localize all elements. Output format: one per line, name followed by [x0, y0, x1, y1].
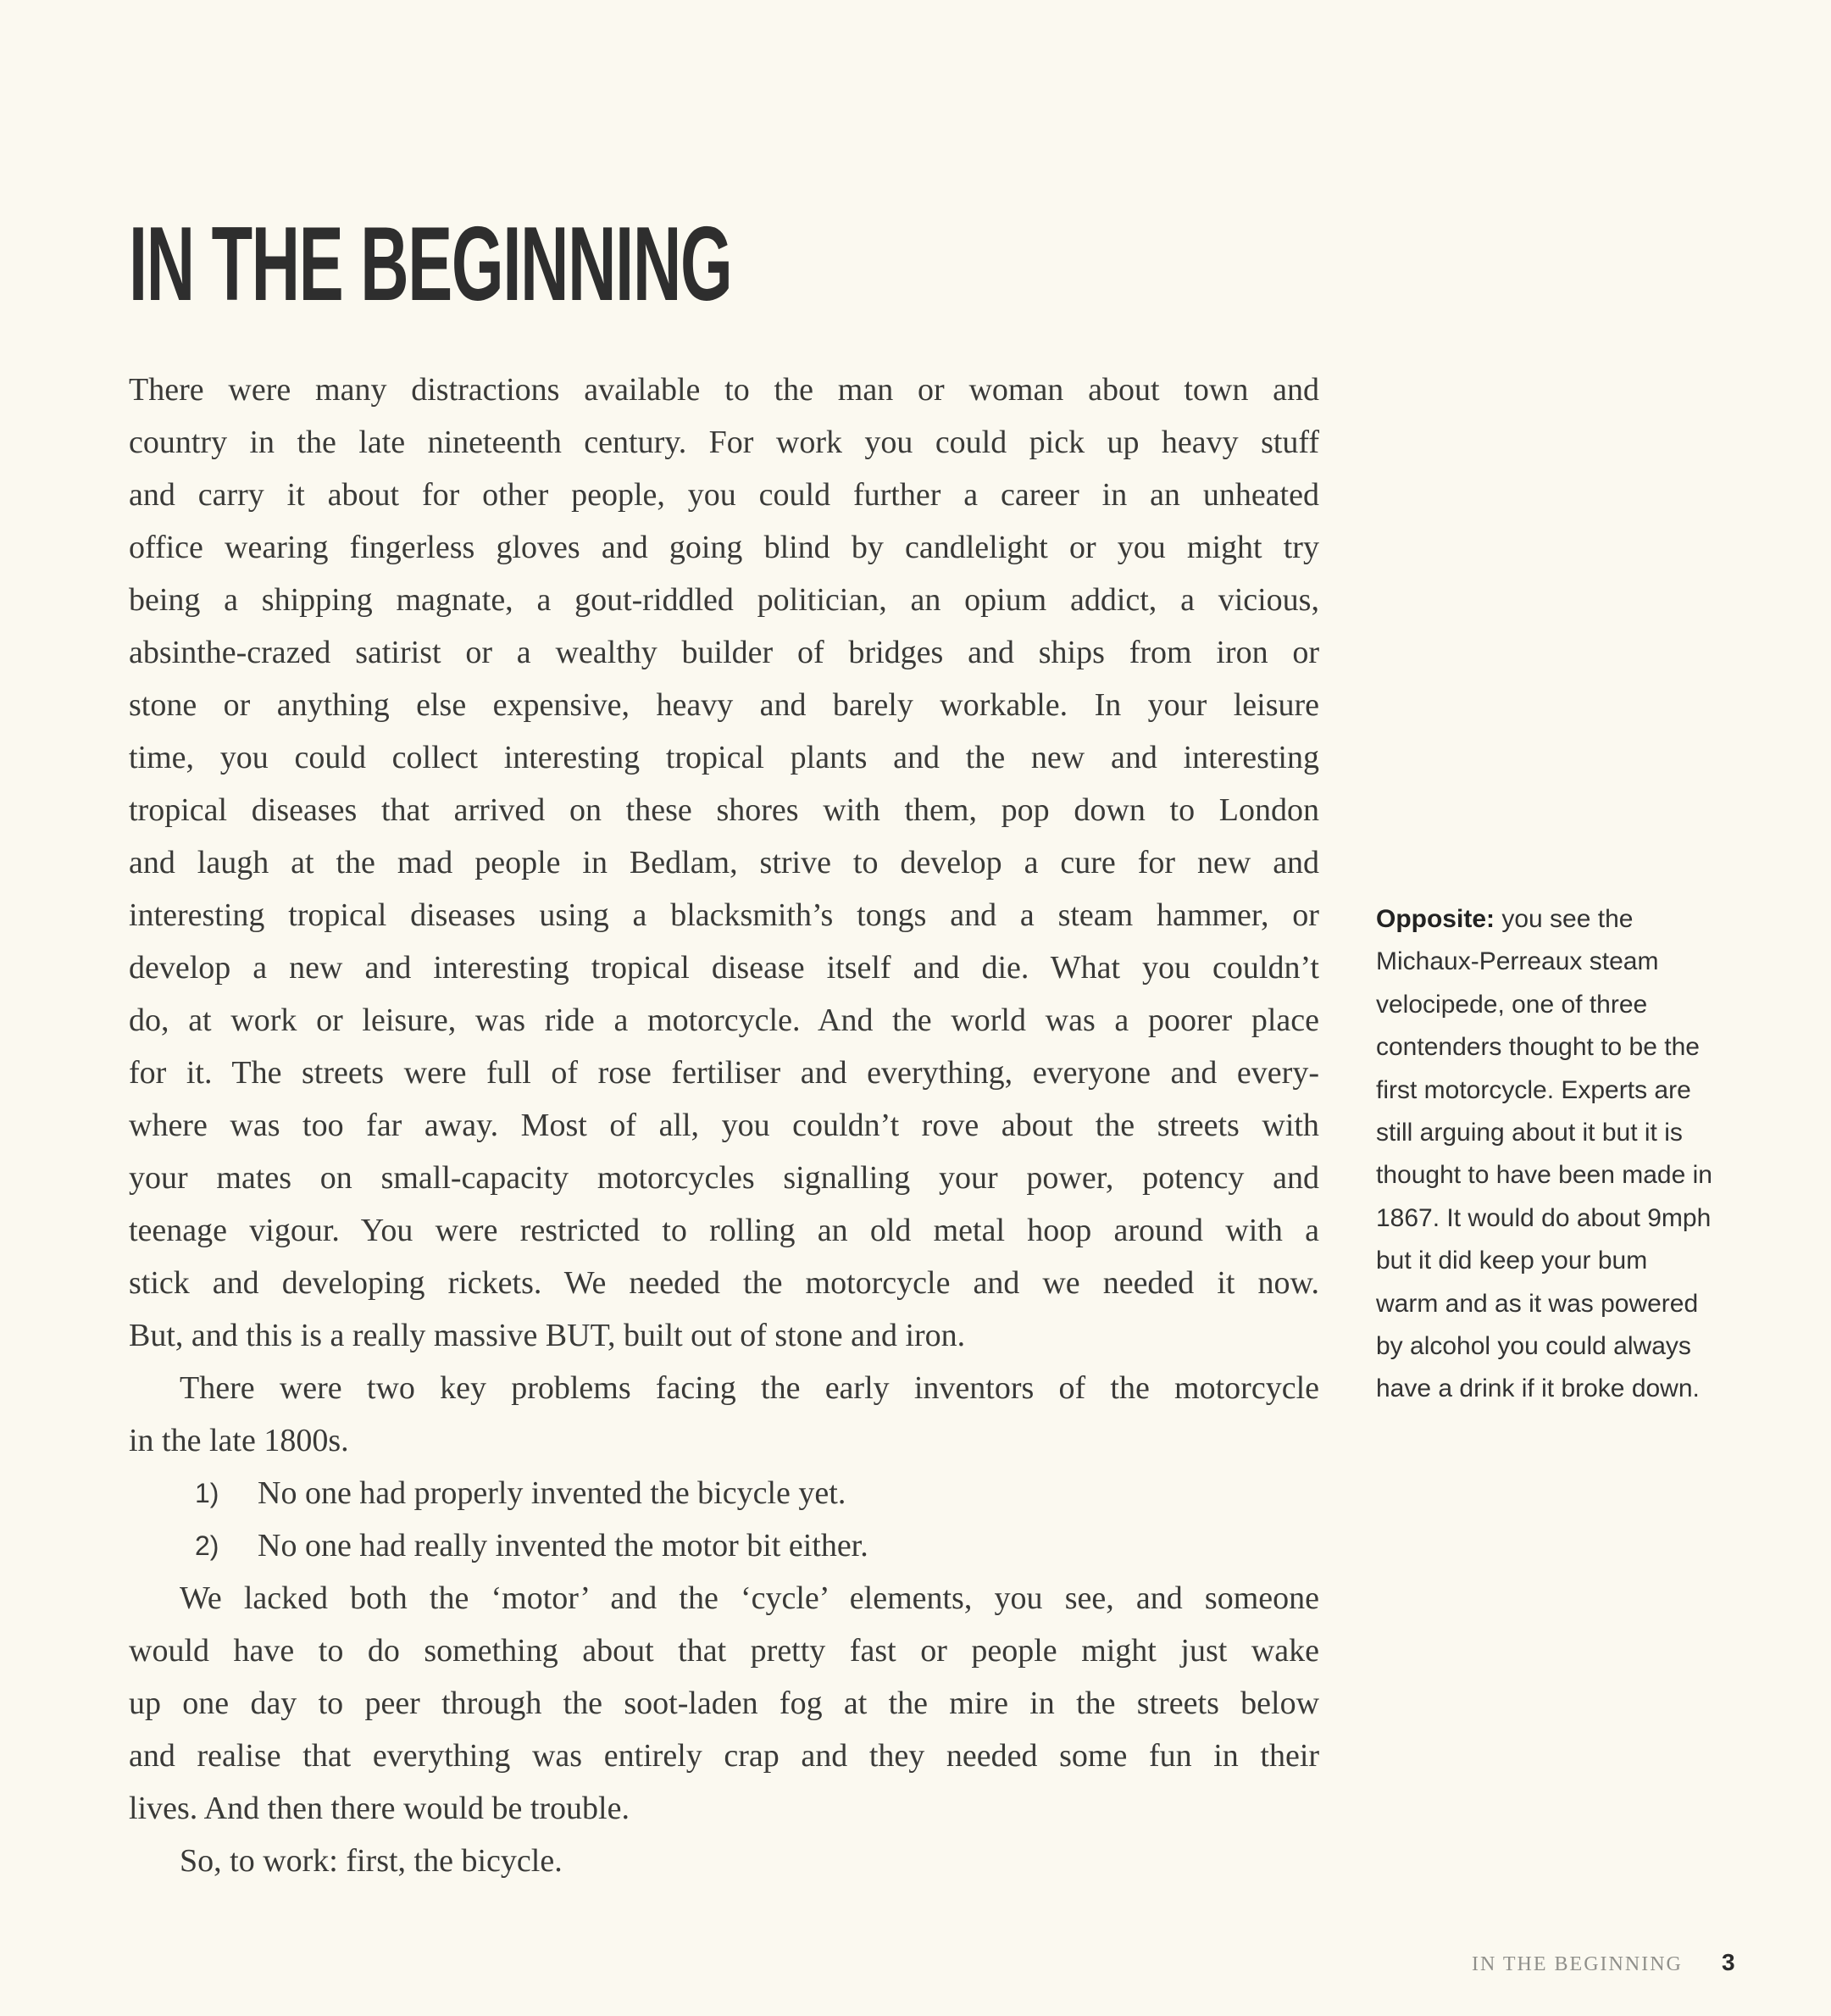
paragraph-4-line-text: So, to work: first, the bicycle.	[180, 1843, 563, 1879]
caption-line: first motorcycle. Experts are	[1376, 1075, 1691, 1104]
paragraph-1-line-text: absinthe-crazed satirist or a wealthy builder of bridges and ships from iron or	[129, 635, 1320, 670]
paragraph-1-line-text: your mates on small-capacity motorcycles signalling your power, potency and	[129, 1160, 1320, 1196]
paragraph-1-line	[129, 784, 1319, 836]
paragraph-1-line-text: being a shipping magnate, a gout-riddled politician, an opium addict, a vicious,	[129, 582, 1319, 618]
image-caption	[1376, 898, 1800, 1411]
paragraph-1-line-text: teenage vigour. You were restricted to rolling an old metal hoop around with a	[129, 1213, 1319, 1248]
caption-line: velocipede, one of three	[1376, 990, 1648, 1019]
paragraph-1-line	[129, 1099, 1319, 1152]
paragraph-1-line	[129, 1204, 1319, 1257]
paragraph-1-line-text: and carry it about for other people, you could further a career in an unheated	[129, 477, 1319, 513]
paragraph-3-line	[129, 1677, 1319, 1730]
caption-line: warm and as it was powered	[1376, 1289, 1699, 1318]
paragraph-2-line	[129, 1414, 1319, 1467]
paragraph-2-line	[129, 1362, 1319, 1414]
paragraph-1-line-text: time, you could collect interesting tropical plants and the new and interesting	[129, 740, 1319, 775]
list-text: No one had really invented the motor bit either.	[258, 1528, 868, 1563]
paragraph-1-line	[129, 416, 1319, 469]
caption-line: 1867. It would do about 9mph	[1376, 1203, 1712, 1232]
paragraph-1-line-text: and laugh at the mad people in Bedlam, strive to develop a cure for new and	[129, 845, 1320, 880]
caption-line: thought to have been made in	[1376, 1161, 1712, 1190]
caption-line	[1376, 898, 1800, 941]
caption-line: Michaux-Perreaux steam	[1376, 947, 1659, 976]
paragraph-1-line-text: office wearing fingerless gloves and going blind by candlelight or you might try	[129, 530, 1319, 565]
paragraph-1-line	[129, 679, 1319, 731]
paragraph-2-line-text: in the late 1800s.	[129, 1423, 349, 1458]
running-head: IN THE BEGINNING	[1472, 1953, 1683, 1975]
paragraph-4-line	[129, 1835, 1319, 1887]
paragraph-1-line-text: country in the late nineteenth century. For work you could pick up heavy stuff	[129, 425, 1320, 460]
caption-text: you see the	[1495, 905, 1634, 933]
paragraph-1-line-text: do, at work or leisure, was ride a motorcycle. And the world was a poorer place	[129, 1002, 1319, 1038]
paragraph-1-line	[129, 889, 1319, 941]
paragraph-1-line-text: interesting tropical diseases using a blacksmith’s tongs and a steam hammer, or	[129, 897, 1319, 933]
paragraph-1-line-text: There were many distractions available to the man or woman about town and	[129, 372, 1319, 408]
list-number: 1)	[195, 1478, 219, 1508]
paragraph-1-line	[129, 994, 1319, 1047]
paragraph-1-line	[129, 521, 1319, 574]
paragraph-1-line	[129, 836, 1319, 889]
paragraph-1-line	[129, 1047, 1319, 1099]
paragraph-1-line	[129, 941, 1319, 994]
page-title: IN THE BEGINNING	[129, 206, 732, 323]
paragraph-1-line-text: for it. The streets were full of rose fertiliser and everything, everyone and every-	[129, 1055, 1319, 1091]
list-item	[129, 1519, 1319, 1572]
paragraph-3-line-text: and realise that everything was entirely crap and they needed some fun in their	[129, 1738, 1320, 1774]
paragraph-2-line-text: There were two key problems facing the early inventors of the motorcycle	[180, 1370, 1319, 1406]
paragraph-1-line	[129, 469, 1319, 521]
caption-line: by alcohol you could always	[1376, 1332, 1691, 1361]
paragraph-1-line	[129, 731, 1319, 784]
paragraph-1-line	[129, 364, 1319, 416]
paragraph-3-line	[129, 1730, 1319, 1782]
paragraph-3-line	[129, 1572, 1319, 1624]
paragraph-1-line	[129, 1257, 1319, 1309]
paragraph-3-line-text: lives. And then there would be trouble.	[129, 1791, 630, 1826]
paragraph-1-line	[129, 1152, 1319, 1204]
paragraph-3-line-text: up one day to peer through the soot-laden fog at the mire in the streets below	[129, 1686, 1320, 1721]
paragraph-3-line	[129, 1624, 1319, 1677]
caption-line: contenders thought to be the	[1376, 1033, 1700, 1062]
paragraph-1-line-text: develop a new and interesting tropical disease itself and die. What you couldn’t	[129, 950, 1319, 986]
list-item	[129, 1467, 1319, 1519]
paragraph-1-line-text: where was too far away. Most of all, you couldn’t rove about the streets with	[129, 1108, 1319, 1143]
paragraph-1-line	[129, 626, 1319, 679]
paragraph-1-line	[129, 574, 1319, 626]
caption-line: still arguing about it but it is	[1376, 1119, 1683, 1147]
caption-line: have a drink if it broke down.	[1376, 1375, 1700, 1403]
caption-lead: Opposite:	[1376, 905, 1495, 933]
paragraph-1-line-text: stick and developing rickets. We needed the motorcycle and we needed it now.	[129, 1265, 1319, 1301]
paragraph-3-line-text: would have to do something about that pretty fast or people might just wake	[129, 1633, 1319, 1669]
paragraph-3-line-text: We lacked both the ‘motor’ and the ‘cycle’ elements, you see, and someone	[180, 1580, 1319, 1616]
caption-line: but it did keep your bum	[1376, 1247, 1648, 1275]
list-number: 2)	[195, 1530, 219, 1561]
paragraph-1-line-text: tropical diseases that arrived on these shores with them, pop down to London	[129, 792, 1319, 828]
paragraph-3-line	[129, 1782, 1319, 1835]
paragraph-1-line	[129, 1309, 1319, 1362]
list-text: No one had properly invented the bicycle yet.	[258, 1475, 846, 1511]
paragraph-1-line-text: stone or anything else expensive, heavy and barely workable. In your leisure	[129, 687, 1320, 723]
body-text	[129, 364, 1319, 1887]
page-number: 3	[1722, 1949, 1735, 1975]
paragraph-1-line-text: But, and this is a really massive BUT, built out of stone and iron.	[129, 1318, 966, 1353]
